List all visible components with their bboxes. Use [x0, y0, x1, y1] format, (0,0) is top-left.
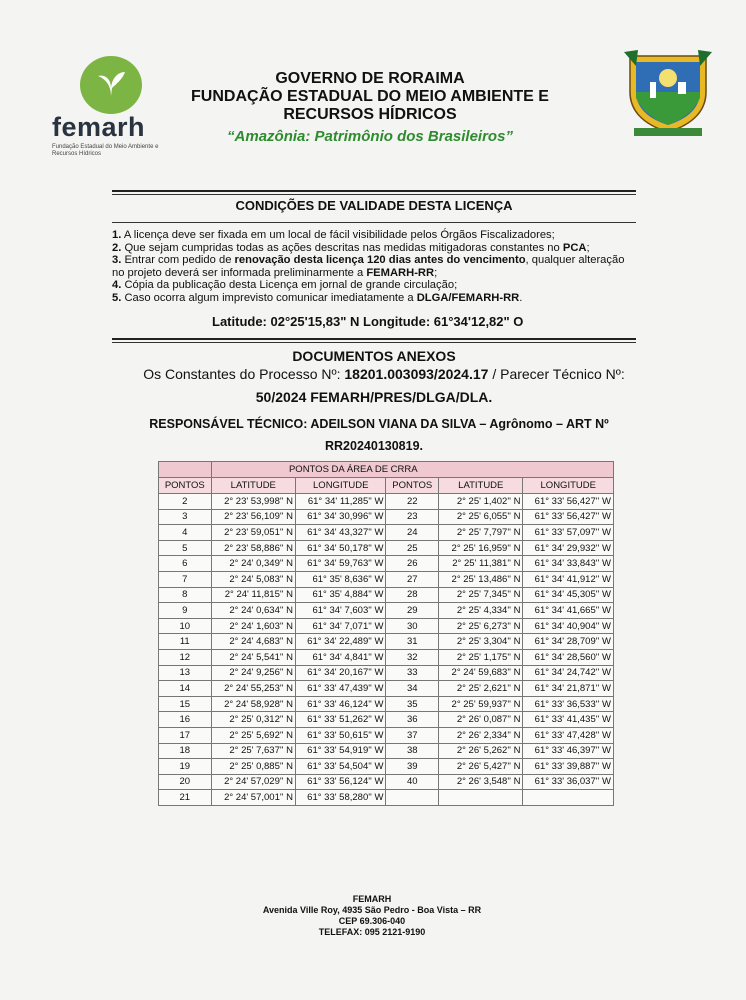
column-header: LATITUDE: [211, 478, 295, 494]
table-cell: 28: [386, 587, 439, 603]
table-cell: 7: [159, 571, 212, 587]
table-cell: 2° 24' 11,815'' N: [211, 587, 295, 603]
table-cell: 2° 23' 58,886'' N: [211, 540, 295, 556]
table-cell: 27: [386, 571, 439, 587]
header-line-3: RECURSOS HÍDRICOS: [283, 106, 457, 123]
parecer-number: 50/2024 FEMARH/PRES/DLGA/DLA.: [255, 389, 493, 405]
table-cell: 61° 34' 11,285'' W: [296, 494, 386, 510]
table-cell: 2° 24' 58,928'' N: [211, 696, 295, 712]
table-row: [159, 774, 614, 790]
table-cell: 2° 26' 3,548'' N: [439, 774, 523, 790]
table-cell: 61° 34' 59,763'' W: [296, 556, 386, 572]
table-cell: 10: [159, 618, 212, 634]
divider-conditions: [112, 222, 636, 223]
table-row: [159, 743, 614, 759]
table-cell: 33: [386, 665, 439, 681]
table-cell: 36: [386, 712, 439, 728]
table-row: [159, 681, 614, 697]
conditions-title: CONDIÇÕES DE VALIDADE DESTA LICENÇA: [235, 198, 513, 213]
table-row: [159, 665, 614, 681]
header-slogan: “Amazônia: Patrimônio dos Brasileiros”: [227, 128, 513, 145]
table-cell: 61° 33' 58,280'' W: [296, 790, 386, 806]
table-cell: 61° 33' 54,504'' W: [296, 759, 386, 775]
footer-address: Avenida Ville Roy, 4935 São Pedro - Boa Vista – RR: [262, 905, 482, 915]
table-row: [159, 634, 614, 650]
table-cell: 2: [159, 494, 212, 510]
column-header: LATITUDE: [439, 478, 523, 494]
table-cell: 2° 23' 56,109'' N: [211, 509, 295, 525]
table-cell: 2° 24' 5,083'' N: [211, 571, 295, 587]
femarh-logo: [52, 56, 172, 156]
table-cell: [386, 790, 439, 806]
divider-docs: [112, 338, 636, 340]
leaf-icon: [96, 70, 126, 96]
table-cell: 2° 23' 53,998'' N: [211, 494, 295, 510]
table-cell: 61° 33' 41,435'' W: [523, 712, 614, 728]
table-cell: 31: [386, 634, 439, 650]
points-table: [158, 461, 614, 806]
table-cell: 61° 34' 24,742'' W: [523, 665, 614, 681]
table-cell: 61° 33' 39,887'' W: [523, 759, 614, 775]
table-row: [159, 696, 614, 712]
table-cell: 61° 34' 28,709'' W: [523, 634, 614, 650]
table-cell: 37: [386, 727, 439, 743]
table-cell: 2° 24' 5,541'' N: [211, 649, 295, 665]
table-cell: 19: [159, 759, 212, 775]
table-cell: 25: [386, 540, 439, 556]
table-cell: 2° 25' 7,797'' N: [439, 525, 523, 541]
table-cell: 61° 34' 40,904'' W: [523, 618, 614, 634]
table-cell: 2° 25' 2,621'' N: [439, 681, 523, 697]
table-cell: 61° 34' 41,912'' W: [523, 571, 614, 587]
table-row: [159, 525, 614, 541]
table-cell: 2° 25' 59,937'' N: [439, 696, 523, 712]
table-cell: 61° 33' 54,919'' W: [296, 743, 386, 759]
table-cell: 61° 35' 4,884'' W: [296, 587, 386, 603]
table-row: [159, 712, 614, 728]
table-cell: 15: [159, 696, 212, 712]
table-row: [159, 649, 614, 665]
table-cell: 2° 25' 3,304'' N: [439, 634, 523, 650]
table-cell: 29: [386, 603, 439, 619]
table-cell: 2° 24' 55,253'' N: [211, 681, 295, 697]
table-cell: 61° 34' 7,603'' W: [296, 603, 386, 619]
table-row: [159, 790, 614, 806]
art-number: RR20240130819.: [325, 439, 423, 453]
table-cell: 61° 34' 22,489'' W: [296, 634, 386, 650]
table-cell: 18: [159, 743, 212, 759]
responsible-technician: RESPONSÁVEL TÉCNICO: ADEILSON VIANA DA SILVA – Agrônomo – ART Nº: [149, 417, 609, 431]
table-cell: 11: [159, 634, 212, 650]
table-cell: 32: [386, 649, 439, 665]
table-cell: 2° 26' 2,334'' N: [439, 727, 523, 743]
table-cell: 2° 25' 0,312'' N: [211, 712, 295, 728]
coat-of-arms-icon: [622, 48, 714, 140]
latitude-longitude: Latitude: 02°25'15,83" N Longitude: 61°34'12,82" O: [212, 314, 524, 329]
table-cell: 8: [159, 587, 212, 603]
table-cell: 12: [159, 649, 212, 665]
table-cell: 2° 24' 1,603'' N: [211, 618, 295, 634]
table-cell: 24: [386, 525, 439, 541]
table-cell: 61° 33' 56,124'' W: [296, 774, 386, 790]
table-cell: 61° 34' 30,996'' W: [296, 509, 386, 525]
column-header: PONTOS: [386, 478, 439, 494]
table-cell: 2° 25' 1,402'' N: [439, 494, 523, 510]
table-cell: 61° 34' 41,665'' W: [523, 603, 614, 619]
table-cell: 2° 25' 6,273'' N: [439, 618, 523, 634]
table-cell: 61° 33' 36,533'' W: [523, 696, 614, 712]
table-cell: 61° 33' 50,615'' W: [296, 727, 386, 743]
condition-item: 3. Entrar com pedido de renovação desta licença 120 dias antes do vencimento, qualquer alteração: [112, 254, 625, 266]
table-cell: 9: [159, 603, 212, 619]
condition-item-continued: no projeto deverá ser informada preliminarmente a FEMARH-RR;: [112, 266, 438, 279]
table-row: [159, 494, 614, 510]
table-row: [159, 759, 614, 775]
table-cell: 2° 24' 59,683'' N: [439, 665, 523, 681]
footer-cep: CEP 69.306-040: [338, 916, 406, 926]
table-cell: 2° 26' 0,087'' N: [439, 712, 523, 728]
condition-item: 1. A licença deve ser fixada em um local de fácil visibilidade pelos Órgãos Fiscalizadores;: [112, 229, 555, 241]
table-cell: 2° 25' 11,381'' N: [439, 556, 523, 572]
table-cell: 20: [159, 774, 212, 790]
table-cell: 61° 34' 45,305'' W: [523, 587, 614, 603]
table-cell: 2° 24' 4,683'' N: [211, 634, 295, 650]
table-row: [159, 540, 614, 556]
table-cell: 21: [159, 790, 212, 806]
logo-wordmark: femarh: [52, 112, 146, 142]
table-cell: 2° 25' 1,175'' N: [439, 649, 523, 665]
table-cell: 2° 25' 16,959'' N: [439, 540, 523, 556]
table-cell: 61° 35' 8,636'' W: [296, 571, 386, 587]
header-title-block: [170, 70, 570, 145]
table-cell: 14: [159, 681, 212, 697]
table-cell: 3: [159, 509, 212, 525]
table-cell: 61° 33' 51,262'' W: [296, 712, 386, 728]
table-cell: 61° 34' 29,932'' W: [523, 540, 614, 556]
table-cell: 61° 33' 57,097'' W: [523, 525, 614, 541]
table-cell: 2° 25' 7,637'' N: [211, 743, 295, 759]
table-cell: 38: [386, 743, 439, 759]
table-caption: PONTOS DA ÁREA DE CRRA: [211, 462, 613, 478]
table-cell: 61° 33' 56,427'' W: [523, 509, 614, 525]
table-row: [159, 571, 614, 587]
table-cell: 30: [386, 618, 439, 634]
header-line-2: FUNDAÇÃO ESTADUAL DO MEIO AMBIENTE E: [191, 88, 549, 105]
process-line: Os Constantes do Processo Nº: 18201.003093/2024.17 / Parecer Técnico Nº:: [143, 366, 625, 382]
table-cell: 23: [386, 509, 439, 525]
table-cell: 61° 34' 21,871'' W: [523, 681, 614, 697]
divider-top: [112, 190, 636, 192]
divider-top-thin: [112, 194, 636, 195]
table-cell: 61° 34' 43,327'' W: [296, 525, 386, 541]
table-cell: 61° 33' 56,427'' W: [523, 494, 614, 510]
table-cell: 34: [386, 681, 439, 697]
table-cell: 2° 25' 6,055'' N: [439, 509, 523, 525]
table-row: [159, 509, 614, 525]
table-cell: [439, 790, 523, 806]
table-cell: 2° 25' 4,334'' N: [439, 603, 523, 619]
table-cell: 61° 34' 20,167'' W: [296, 665, 386, 681]
table-cell: 2° 25' 7,345'' N: [439, 587, 523, 603]
table-cell: 2° 24' 57,001'' N: [211, 790, 295, 806]
footer-phone: TELEFAX: 095 2121-9190: [318, 927, 426, 937]
table-row: [159, 603, 614, 619]
table-cell: 39: [386, 759, 439, 775]
table-cell: 2° 23' 59,051'' N: [211, 525, 295, 541]
column-header: LONGITUDE: [296, 478, 386, 494]
table-cell: 61° 34' 4,841'' W: [296, 649, 386, 665]
header-line-1: GOVERNO DE RORAIMA: [275, 70, 465, 87]
table-cell: 2° 24' 0,634'' N: [211, 603, 295, 619]
documents-title: DOCUMENTOS ANEXOS: [292, 348, 456, 364]
condition-item: 2. Que sejam cumpridas todas as ações descritas nas medidas mitigadoras constantes no PCA;: [112, 241, 590, 254]
divider-docs-thin: [112, 342, 636, 343]
table-cell: 6: [159, 556, 212, 572]
table-cell: 61° 33' 36,037'' W: [523, 774, 614, 790]
table-cell: 61° 33' 46,124'' W: [296, 696, 386, 712]
table-cell: 61° 34' 33,843'' W: [523, 556, 614, 572]
footer: [212, 894, 532, 938]
column-header: PONTOS: [159, 478, 212, 494]
table-cell: 22: [386, 494, 439, 510]
table-cell: 2° 24' 0,349'' N: [211, 556, 295, 572]
table-cell: 17: [159, 727, 212, 743]
column-header: LONGITUDE: [523, 478, 614, 494]
table-cell: 13: [159, 665, 212, 681]
table-row: [159, 556, 614, 572]
conditions-list: [112, 229, 652, 304]
table-cell: 35: [386, 696, 439, 712]
table-cell: 16: [159, 712, 212, 728]
table-row: [159, 587, 614, 603]
condition-item: 5. Caso ocorra algum imprevisto comunicar imediatamente a DLGA/FEMARH-RR.: [112, 291, 523, 304]
table-row: [159, 727, 614, 743]
condition-item: 4. Cópia da publicação desta Licença em jornal de grande circulação;: [112, 279, 458, 291]
table-cell: 61° 34' 50,178'' W: [296, 540, 386, 556]
table-cell: 2° 26' 5,427'' N: [439, 759, 523, 775]
table-cell: 40: [386, 774, 439, 790]
table-cell: 2° 25' 13,486'' N: [439, 571, 523, 587]
table-cell: 4: [159, 525, 212, 541]
table-cell: 61° 34' 7,071'' W: [296, 618, 386, 634]
table-cell: 26: [386, 556, 439, 572]
table-cell: 2° 24' 9,256'' N: [211, 665, 295, 681]
table-cell: 2° 26' 5,262'' N: [439, 743, 523, 759]
table-cell: 2° 25' 5,692'' N: [211, 727, 295, 743]
table-cell: [523, 790, 614, 806]
table-cell: 2° 24' 57,029'' N: [211, 774, 295, 790]
table-cell: 61° 33' 46,397'' W: [523, 743, 614, 759]
table-row: [159, 618, 614, 634]
footer-org: FEMARH: [352, 894, 392, 904]
logo-subtitle: Fundação Estadual do Meio Ambiente e Recursos Hídricos: [52, 144, 159, 157]
table-header-row: [159, 478, 614, 494]
table-cell: 2° 25' 0,885'' N: [211, 759, 295, 775]
table-cell: 61° 33' 47,428'' W: [523, 727, 614, 743]
table-cell: 61° 34' 28,560'' W: [523, 649, 614, 665]
table-cell: 61° 33' 47,439'' W: [296, 681, 386, 697]
table-cell: 5: [159, 540, 212, 556]
